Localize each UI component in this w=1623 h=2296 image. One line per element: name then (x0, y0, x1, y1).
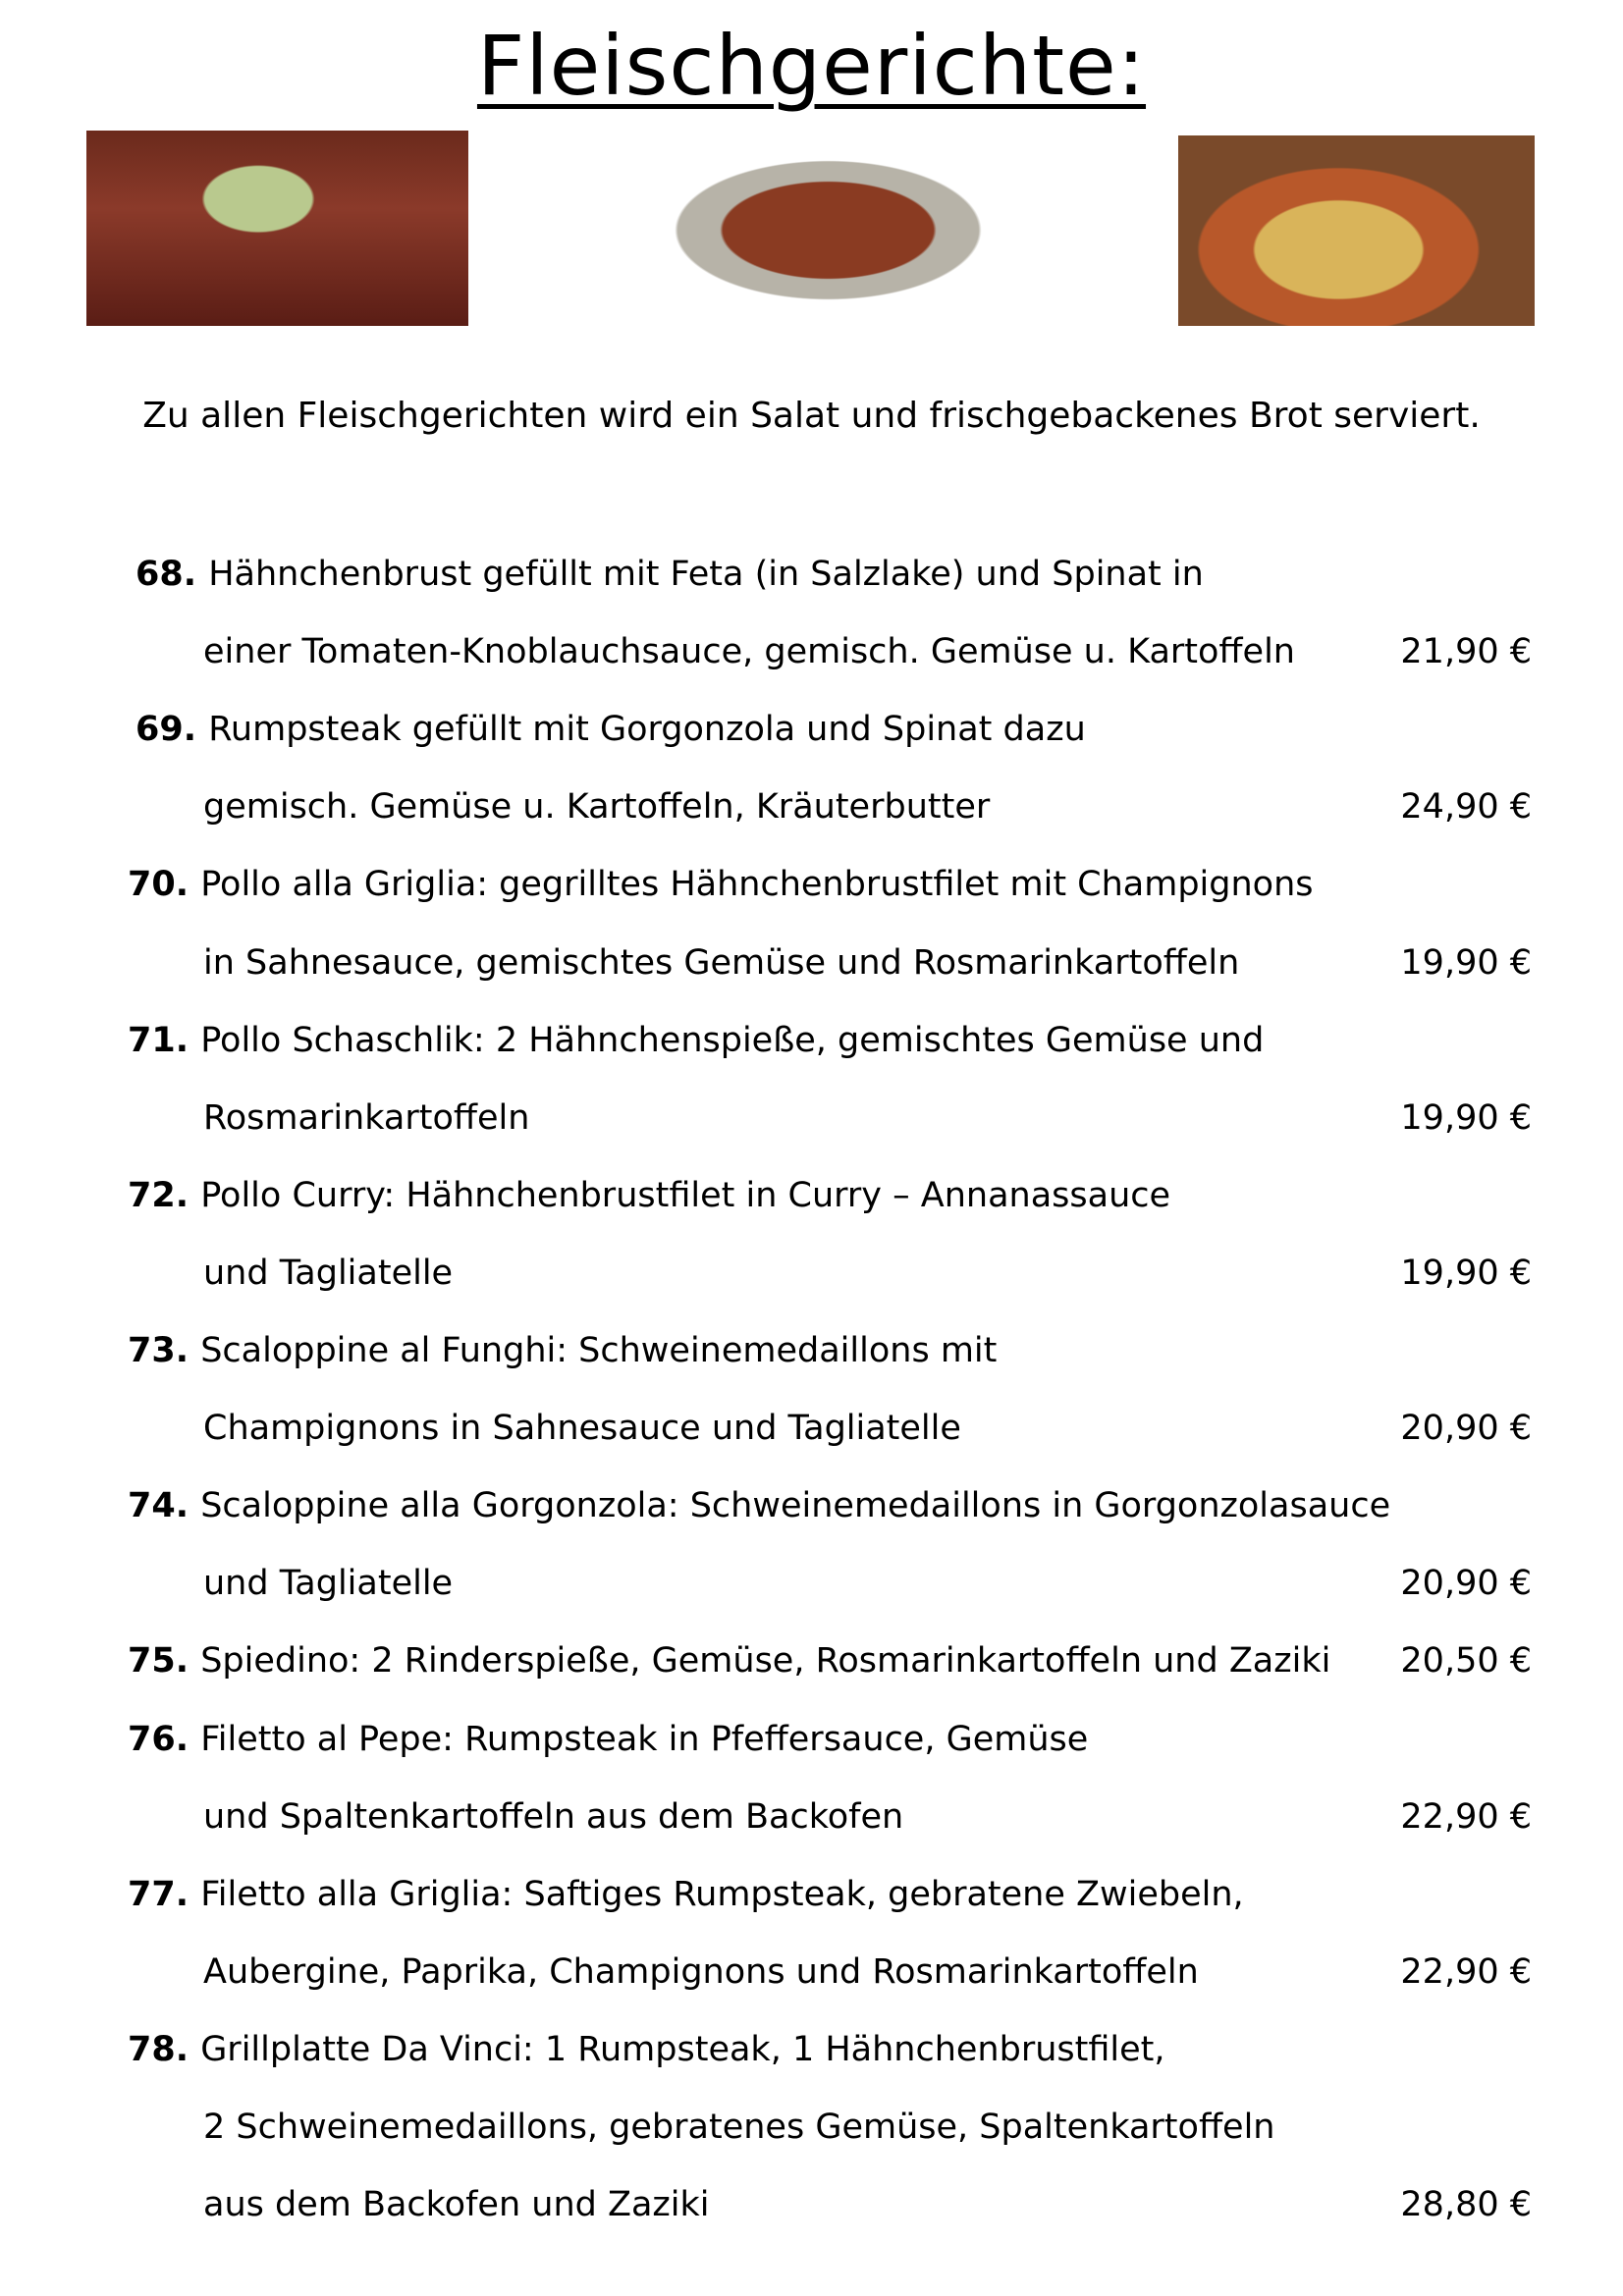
menu-item-description (203, 632, 1295, 671)
menu-item-price: 20,90 € (1400, 1564, 1532, 1604)
menu-item-text: in Sahnesauce, gemischtes Gemüse und Rosmarinkartoffeln (203, 942, 1240, 983)
menu-item-price: 19,90 € (1400, 1097, 1532, 1138)
menu-item-text: Filetto al Pepe: Rumpsteak in Pfeffersauce, Gemüse (200, 1719, 1089, 1759)
menu-item-text: Filetto alla Griglia: Saftiges Rumpsteak, gebratene Zwiebeln, (200, 1874, 1244, 1914)
menu-item-number: 69. (135, 710, 209, 750)
menu-item-price: 28,80 € (1400, 2185, 1532, 2225)
menu-item-text: Grillplatte Da Vinci: 1 Rumpsteak, 1 Hähnchenbrustfilet, (200, 2029, 1165, 2069)
menu-item-number: 74. (128, 1486, 201, 1526)
menu-item-text: Pollo Schaschlik: 2 Hähnchenspieße, gemischtes Gemüse und (200, 1020, 1265, 1060)
menu-item-price: 19,90 € (1400, 942, 1532, 983)
menu-item-description (203, 1098, 529, 1138)
menu-item-text: 2 Schweinemedaillons, gebratenes Gemüse, Spaltenkartoffeln (203, 2108, 1275, 2147)
menu-item-number: 76. (128, 1719, 201, 1759)
menu-item-text: gemisch. Gemüse u. Kartoffeln, Kräuterbutter (203, 787, 991, 828)
menu-item-text: Aubergine, Paprika, Champignons und Rosmarinkartoffeln (203, 1951, 1199, 1992)
menu-item-number: 73. (128, 1331, 201, 1370)
page-title: Fleischgerichte: (476, 18, 1147, 114)
menu-item-title (128, 1176, 1170, 1215)
menu-item-title (128, 1486, 1390, 1525)
menu-item-description (203, 1797, 903, 1837)
menu-item-title (128, 1720, 1088, 1759)
menu-item-text: einer Tomaten-Knoblauchsauce, gemisch. Gemüse u. Kartoffeln (203, 632, 1295, 672)
menu-item-title (135, 710, 1086, 749)
menu-item-description (203, 2108, 1275, 2147)
menu-item-text: Scaloppine al Funghi: Schweinemedaillons mit (200, 1331, 998, 1370)
menu-item-number: 72. (128, 1175, 201, 1215)
menu-item-title (128, 1331, 997, 1370)
menu-item-title (128, 1641, 1330, 1681)
menu-item-text: und Tagliatelle (203, 1253, 454, 1293)
menu-item-text: Champignons in Sahnesauce und Tagliatelle (203, 1409, 961, 1449)
menu-item-title (128, 865, 1314, 904)
menu-item-text: aus dem Backofen und Zaziki (203, 2185, 710, 2225)
menu-note: Zu allen Fleischgerichten wird ein Salat und frischgebackenes Brot serviert. (142, 396, 1481, 436)
menu-item-description (203, 1254, 453, 1293)
menu-item-text: und Tagliatelle (203, 1564, 454, 1604)
vegetable-dish-photo (1178, 135, 1535, 326)
menu-item-description (203, 787, 990, 827)
menu-item-title (135, 555, 1204, 594)
menu-item-text: Pollo alla Griglia: gegrilltes Hähnchenbrustfilet mit Champignons (200, 865, 1314, 905)
menu-item-text: Scaloppine alla Gorgonzola: Schweinemedaillons in Gorgonzolasauce (200, 1486, 1391, 1526)
menu-item-title (128, 2030, 1165, 2069)
menu-item-text: Spiedino: 2 Rinderspieße, Gemüse, Rosmarinkartoffeln und Zaziki (200, 1641, 1331, 1682)
menu-item-number: 75. (128, 1641, 201, 1682)
menu-item-title (128, 1875, 1244, 1914)
menu-item-number: 78. (128, 2029, 201, 2069)
menu-item-price: 21,90 € (1400, 632, 1532, 672)
menu-item-price: 22,90 € (1400, 1796, 1532, 1837)
menu-item-title (128, 1021, 1264, 1060)
menu-item-description (203, 2185, 709, 2224)
menu-item-price: 24,90 € (1400, 787, 1532, 828)
menu-item-number: 71. (128, 1020, 201, 1060)
menu-item-number: 77. (128, 1874, 201, 1914)
menu-item-text: Rumpsteak gefüllt mit Gorgonzola und Spinat dazu (208, 710, 1086, 750)
menu-item-description (203, 1952, 1199, 1992)
menu-item-price: 20,90 € (1400, 1409, 1532, 1449)
menu-item-price: 20,50 € (1400, 1641, 1532, 1682)
menu-item-description (203, 1564, 453, 1603)
menu-item-number: 68. (135, 555, 209, 594)
menu-item-text: und Spaltenkartoffeln aus dem Backofen (203, 1796, 904, 1837)
menu-item-price: 22,90 € (1400, 1951, 1532, 1992)
menu-item-description (203, 1409, 961, 1448)
menu-item-text: Pollo Curry: Hähnchenbrustfilet in Curry – Annanassauce (200, 1175, 1171, 1215)
menu-item-text: Rosmarinkartoffeln (203, 1097, 530, 1138)
menu-item-number: 70. (128, 865, 201, 905)
steak-photo (86, 131, 468, 326)
menu-item-description (203, 943, 1239, 983)
menu-item-text: Hähnchenbrust gefüllt mit Feta (in Salzlake) und Spinat in (208, 555, 1204, 594)
menu-item-price: 19,90 € (1400, 1253, 1532, 1293)
skewers-photo (616, 133, 1041, 327)
